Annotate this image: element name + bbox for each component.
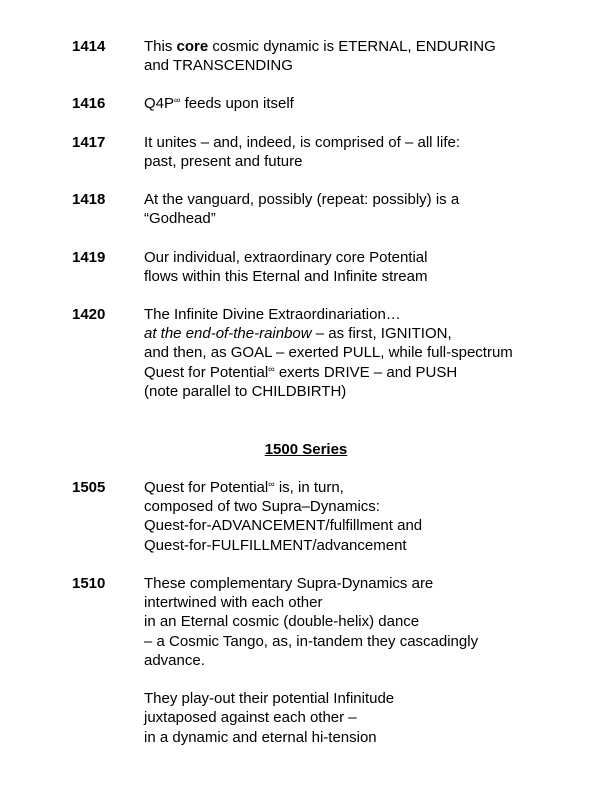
- entry-text: [144, 305, 604, 401]
- infinity-superscript: ∞: [268, 479, 275, 489]
- entry-number: 1419: [72, 249, 106, 266]
- text-line: Q4P∞ feeds upon itself: [144, 95, 294, 112]
- text-line: The Infinite Divine Extraordinariation…: [144, 306, 401, 323]
- entry-text: [144, 37, 604, 75]
- entry-number: 1505: [72, 479, 106, 496]
- entry-number: 1416: [72, 95, 106, 112]
- text-line: (note parallel to CHILDBIRTH): [144, 382, 347, 400]
- text-line: “Godhead”: [144, 210, 216, 228]
- text-line: Quest for Potential∞ is, in turn,: [144, 479, 344, 496]
- entry-number: 1418: [72, 191, 106, 208]
- text-line: juxtaposed against each other –: [144, 709, 357, 727]
- text-line: intertwined with each other: [144, 594, 323, 612]
- entry-text: [144, 94, 604, 113]
- text-line: Quest-for-ADVANCEMENT/fulfillment and: [144, 517, 423, 535]
- text-line: and TRANSCENDING: [144, 57, 293, 75]
- section-heading: 1500 Series: [264, 441, 348, 458]
- text-line: Quest-for-FULFILLMENT/advancement: [144, 536, 407, 554]
- text-line: It unites – and, indeed, is comprised of – all life:: [144, 134, 461, 151]
- blank-line: [144, 670, 604, 689]
- text-line: composed of two Supra–Dynamics:: [144, 498, 380, 516]
- infinity-superscript: ∞: [268, 363, 275, 374]
- entry-text: [144, 190, 604, 228]
- text-line: At the vanguard, possibly (repeat: possibly) is a: [144, 191, 460, 208]
- text-line: Quest for Potential∞ exerts DRIVE – and PUSH: [144, 363, 458, 381]
- entry-text: [144, 248, 604, 286]
- entry-text: [144, 574, 604, 747]
- entry-text: [144, 478, 604, 555]
- text-line: flows within this Eternal and Infinite stream: [144, 268, 428, 286]
- entry-number: 1420: [72, 306, 106, 323]
- entry-text: [144, 133, 604, 171]
- text-line: Our individual, extraordinary core Potential: [144, 249, 428, 266]
- entry-number: 1510: [72, 575, 106, 592]
- text-line: in an Eternal cosmic (double-helix) dance: [144, 613, 420, 631]
- text-line: past, present and future: [144, 153, 303, 171]
- text-line: These complementary Supra-Dynamics are: [144, 575, 434, 592]
- entry-number: 1414: [72, 38, 106, 55]
- text-line: They play-out their potential Infinitude: [144, 690, 395, 708]
- text-line: at the end-of-the-rainbow – as first, IGNITION,: [144, 325, 452, 343]
- text-line: in a dynamic and eternal hi-tension: [144, 728, 377, 746]
- text-line: This core cosmic dynamic is ETERNAL, ENDURING: [144, 38, 496, 55]
- text-line: advance.: [144, 651, 205, 669]
- entry-number: 1417: [72, 134, 106, 151]
- infinity-superscript: ∞: [174, 95, 181, 105]
- text-line: and then, as GOAL – exerted PULL, while full-spectrum: [144, 344, 513, 362]
- text-line: – a Cosmic Tango, as, in-tandem they cascadingly: [144, 632, 479, 650]
